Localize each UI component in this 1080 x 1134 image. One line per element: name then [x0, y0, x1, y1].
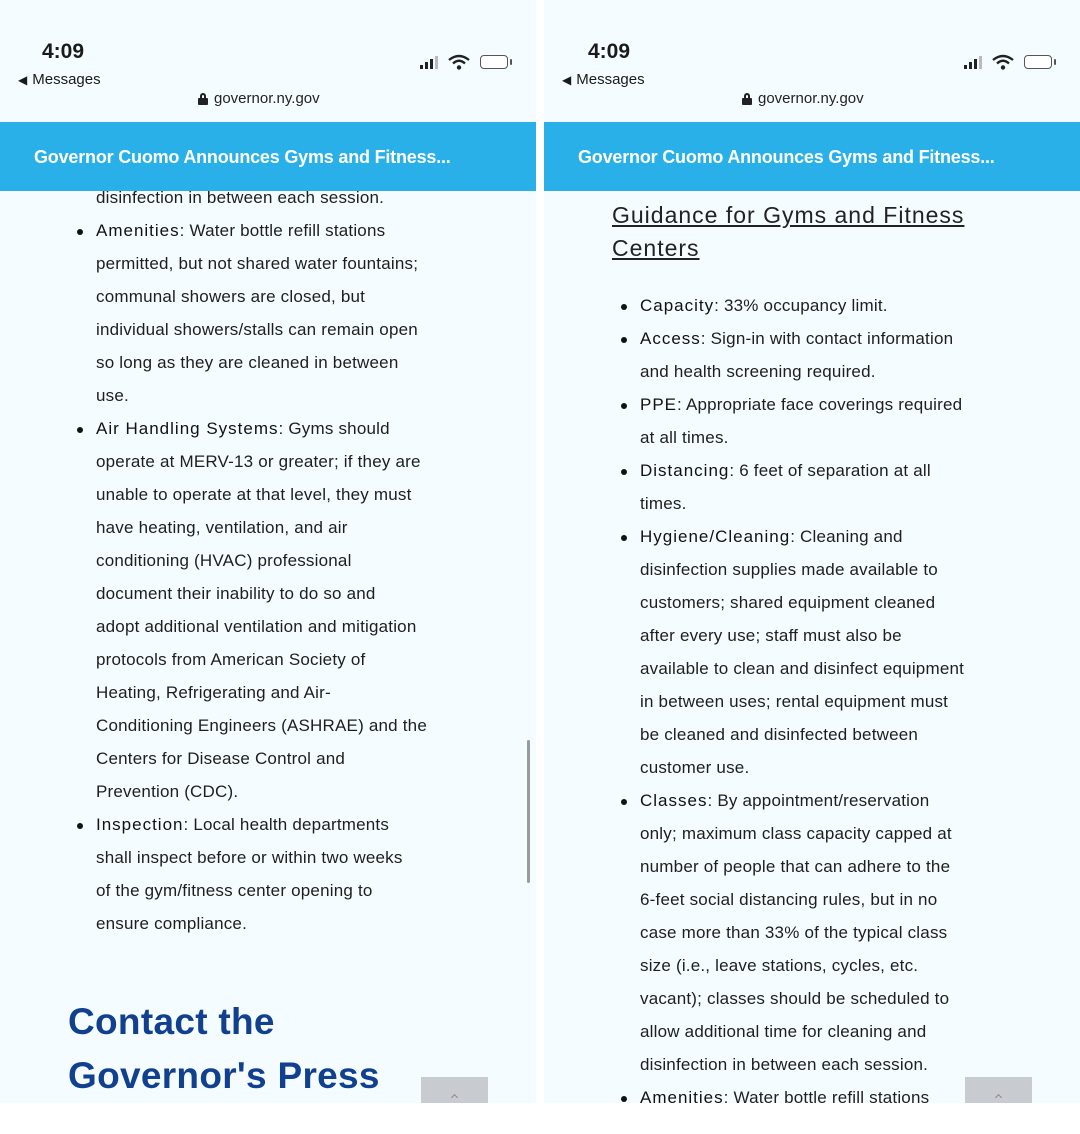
text-line: [640, 659, 964, 679]
text-line: [640, 857, 950, 877]
lock-icon: [198, 93, 208, 105]
scroll-to-top-icon: [451, 1094, 458, 1101]
text-line: [640, 1022, 926, 1042]
text-line: [96, 749, 345, 769]
guidance-heading-line1: Guidance for Gyms and Fitness: [612, 202, 965, 228]
line-text: customers; shared equipment cleaned: [640, 593, 936, 612]
list-item-term: PPE: [640, 395, 678, 414]
line-text: : 33% occupancy limit.: [714, 296, 888, 315]
bullet-icon: [77, 427, 83, 433]
contact-heading-line2: Governor's Press: [68, 1055, 380, 1096]
line-text: disinfection supplies made available to: [640, 560, 938, 579]
list-item-text: [640, 461, 931, 481]
text-line: [640, 1055, 928, 1075]
text-line: [640, 890, 937, 910]
text-line: [96, 353, 398, 373]
scroll-to-top-icon: [995, 1094, 1002, 1101]
line-text: number of people that can adhere to the: [640, 857, 951, 876]
line-text: : Appropriate face coverings required: [677, 395, 963, 414]
text-line: [96, 584, 376, 604]
line-text: after every use; staff must also be: [640, 626, 902, 645]
line-text: : 6 feet of separation at all: [729, 461, 931, 480]
text-line: [96, 650, 365, 670]
status-time: 4:09: [42, 40, 85, 63]
line-text: and health screening required.: [640, 362, 876, 381]
line-text: Centers for Disease Control and: [96, 749, 346, 768]
url-bar[interactable]: [198, 90, 320, 107]
divider: [536, 0, 544, 1134]
line-text: disinfection in between each session.: [96, 191, 385, 207]
list-item-term: Classes: [640, 791, 708, 810]
text-line: [96, 848, 403, 868]
text-line: [96, 617, 417, 637]
text-line: [96, 551, 352, 571]
list-item-term: Air Handling Systems: [96, 419, 279, 438]
banner-title: Governor Cuomo Announces Gyms and Fitness...: [34, 147, 451, 167]
line-text: : By appointment/reservation: [707, 791, 930, 810]
list-item-text: [640, 527, 903, 547]
bullet-icon: [621, 337, 627, 343]
line-text: ensure compliance.: [96, 914, 248, 933]
right-screenshot: [544, 0, 1080, 1103]
list-item-text: [640, 1088, 929, 1103]
back-label: Messages: [32, 71, 101, 88]
guidance-heading-line2: Centers: [612, 235, 700, 261]
line-text: in between uses; rental equipment must: [640, 692, 949, 711]
list-item-text: [96, 815, 389, 835]
banner-title: Governor Cuomo Announces Gyms and Fitness...: [578, 147, 995, 167]
text-line: [96, 485, 412, 505]
line-text: be cleaned and disinfected between: [640, 725, 919, 744]
status-icons: [420, 52, 508, 72]
text-line: [96, 254, 418, 274]
list-item-text: [96, 419, 390, 439]
list-item-term: Access: [640, 329, 701, 348]
line-text: protocols from American Society of: [96, 650, 366, 669]
list-item-term: Amenities: [96, 221, 180, 240]
text-line: [640, 494, 687, 514]
line-text: allow additional time for cleaning and: [640, 1022, 927, 1041]
line-text: : Water bottle refill stations: [179, 221, 386, 240]
line-text: conditioning (HVAC) professional: [96, 551, 352, 570]
line-text: size (i.e., leave stations, cycles, etc.: [640, 956, 919, 975]
back-arrow-icon: ◀: [18, 73, 28, 87]
list-item-term: Inspection: [96, 815, 184, 834]
contact-heading-line1: Contact the: [68, 1001, 275, 1042]
text-line: [96, 518, 348, 538]
list-item-term: Hygiene/Cleaning: [640, 527, 791, 546]
back-arrow-icon: ◀: [562, 73, 572, 87]
wifi-icon: [448, 54, 470, 70]
text-line: [96, 683, 331, 703]
scrollbar[interactable]: [527, 740, 530, 883]
bullet-icon: [621, 469, 627, 475]
line-text: Conditioning Engineers (ASHRAE) and the: [96, 716, 427, 735]
text-line: [640, 428, 729, 448]
status-icons: [964, 52, 1052, 72]
text-line: [640, 725, 918, 745]
text-line: [640, 593, 935, 613]
text-line: [640, 989, 949, 1009]
text-line: [96, 914, 247, 934]
line-text: so long as they are cleaned in between: [96, 353, 399, 372]
list-item-term: Capacity: [640, 296, 715, 315]
list-item-term: Distancing: [640, 461, 730, 480]
wifi-icon: [992, 54, 1014, 70]
back-to-messages[interactable]: [18, 71, 101, 88]
text-line: [96, 320, 418, 340]
url-bar[interactable]: [742, 90, 864, 107]
line-text: communal showers are closed, but: [96, 287, 366, 306]
page-banner[interactable]: [0, 122, 536, 191]
bullet-icon: [77, 229, 83, 235]
guidance-heading-link[interactable]: [612, 199, 964, 265]
line-text: document their inability to do so and: [96, 584, 376, 603]
bullet-icon: [621, 304, 627, 310]
text-line: [96, 386, 129, 406]
back-label: Messages: [576, 71, 645, 88]
line-text: customer use.: [640, 758, 750, 777]
list-item-text: [96, 221, 385, 241]
text-line: [96, 191, 384, 208]
list-item-text: [640, 296, 888, 316]
line-text: available to clean and disinfect equipment: [640, 659, 965, 678]
line-text: only; maximum class capacity capped at: [640, 824, 952, 843]
line-text: individual showers/stalls can remain open: [96, 320, 418, 339]
line-text: Prevention (CDC).: [96, 782, 239, 801]
bullet-icon: [621, 1096, 627, 1102]
url-text: governor.ny.gov: [758, 90, 864, 107]
line-text: at all times.: [640, 428, 729, 447]
line-text: of the gym/fitness center opening to: [96, 881, 373, 900]
page-banner[interactable]: [544, 122, 1080, 191]
text-line: [640, 923, 947, 943]
bullet-icon: [621, 535, 627, 541]
line-text: adopt additional ventilation and mitigation: [96, 617, 417, 636]
text-line: [96, 452, 421, 472]
signal-icon: [964, 55, 982, 69]
lock-icon: [742, 93, 752, 105]
right-content: [544, 191, 1080, 1103]
list-item-text: [640, 329, 953, 349]
left-screenshot: [0, 0, 536, 1103]
line-text: 6-feet social distancing rules, but in no: [640, 890, 938, 909]
list-item-term: Amenities: [640, 1088, 724, 1103]
line-text: shall inspect before or within two weeks: [96, 848, 403, 867]
status-time: 4:09: [588, 40, 631, 63]
scroll-to-top-button[interactable]: [421, 1077, 488, 1103]
line-text: : Cleaning and: [790, 527, 903, 546]
bullet-icon: [621, 799, 627, 805]
line-text: permitted, but not shared water fountains;: [96, 254, 419, 273]
text-line: [96, 716, 427, 736]
line-text: vacant); classes should be scheduled to: [640, 989, 950, 1008]
text-line: [640, 362, 876, 382]
line-text: Heating, Refrigerating and Air-: [96, 683, 331, 702]
line-text: : Gyms should: [278, 419, 390, 438]
line-text: operate at MERV-13 or greater; if they are: [96, 452, 421, 471]
list-item-text: [640, 791, 929, 811]
text-line: [96, 782, 238, 802]
line-text: : Local health departments: [183, 815, 390, 834]
line-text: : Water bottle refill stations: [723, 1088, 930, 1103]
signal-icon: [420, 55, 438, 69]
line-text: times.: [640, 494, 687, 513]
battery-icon: [1024, 55, 1052, 69]
line-text: disinfection in between each session.: [640, 1055, 929, 1074]
bullet-icon: [77, 823, 83, 829]
line-text: use.: [96, 386, 129, 405]
text-line: [640, 956, 918, 976]
text-line: [640, 692, 948, 712]
line-text: : Sign-in with contact information: [700, 329, 954, 348]
text-line: [640, 824, 952, 844]
bullet-icon: [621, 403, 627, 409]
left-content: [0, 191, 536, 1103]
scroll-to-top-button[interactable]: [965, 1077, 1032, 1103]
bottom-margin: [0, 1103, 1080, 1134]
battery-icon: [480, 55, 508, 69]
text-line: [96, 287, 365, 307]
text-line: [96, 881, 373, 901]
list-item-text: [640, 395, 962, 415]
text-line: [640, 560, 938, 580]
line-text: have heating, ventilation, and air: [96, 518, 348, 537]
text-line: [640, 758, 749, 778]
url-text: governor.ny.gov: [214, 90, 320, 107]
back-to-messages[interactable]: [562, 71, 645, 88]
line-text: unable to operate at that level, they must: [96, 485, 412, 504]
line-text: case more than 33% of the typical class: [640, 923, 948, 942]
text-line: [640, 626, 902, 646]
